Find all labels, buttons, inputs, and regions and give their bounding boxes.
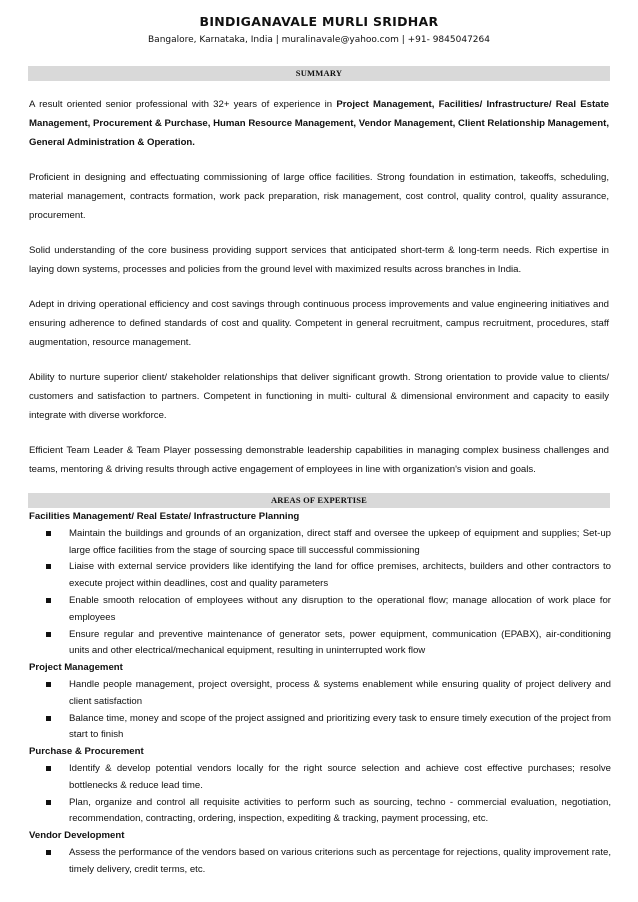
square-bullet-icon [46, 564, 51, 569]
square-bullet-icon [46, 716, 51, 721]
list-item [29, 593, 611, 627]
summary-paragraph-6: Efficient Team Leader & Team Player possessing demonstrable leadership capabilities in managing complex business challenges and teams, mentoring & driving results through active engagement of employees in line with organization's vision and goals. [29, 445, 609, 475]
summary-paragraph-3: Solid understanding of the core business providing support services that anticipated short-term & long-term needs. Rich expertise in laying down systems, processes and policies from the ground level with maximized results across branches in India. [29, 245, 609, 275]
bullet-text: Ensure regular and preventive maintenance of generator sets, power equipment, communication (EPABX), air-conditioning units and other electrical/mechanical equipment, resulting in uninterrupted work flow [69, 628, 611, 657]
square-bullet-icon [46, 766, 51, 771]
list-item [29, 526, 611, 560]
bullet-text: Maintain the buildings and grounds of an organization, direct staff and oversee the upkeep of equipment and supplies; Set-up large office facilities from the stage of sourcing space till successful commissioning [69, 527, 611, 556]
expertise-section-title: Project Management [29, 662, 123, 674]
expertise-section [29, 509, 611, 879]
bullet-list [29, 526, 611, 660]
expertise-section-title: Purchase & Procurement [29, 746, 144, 758]
bullet-text: Liaise with external service providers like identifying the land for office premises, architects, builders and other contractors to execute project within deadlines, cost and quality parameters [69, 561, 611, 590]
square-bullet-icon [46, 800, 51, 805]
bullet-list [29, 677, 611, 744]
expertise-section-title: Facilities Management/ Real Estate/ Infrastructure Planning [29, 511, 300, 522]
list-item [29, 677, 611, 711]
bullet-text: Assess the performance of the vendors based on various criterions such as percentage for rejections, quality improvement rate, timely delivery, credit terms, etc. [69, 846, 611, 875]
summary-paragraph-1 [29, 95, 609, 152]
bullet-text: Balance time, money and scope of the project assigned and prioritizing every task to ensure timely execution of the project from start to finish [69, 712, 611, 741]
bullet-text: Identify & develop potential vendors locally for the right source selection and achieve cost effective purchases; resolve bottlenecks & reduce lead time. [69, 762, 611, 791]
bullet-text: Handle people management, project oversight, process & systems enablement while ensuring quality of project delivery and client satisfaction [69, 678, 611, 707]
summary-heading: SUMMARY [28, 66, 610, 81]
list-item [29, 559, 611, 593]
summary-paragraph-5: Ability to nurture superior client/ stakeholder relationships that deliver significant growth. Strong orientation to provide value to clients/ customers and satisfaction to partners. Competent in functioning in multi- cultural & dimensional environment and capacity to easily integrate with diverse workforce. [29, 372, 609, 421]
candidate-name: BINDIGANAVALE MURLI SRIDHAR [199, 14, 439, 29]
list-item [29, 761, 611, 795]
square-bullet-icon [46, 632, 51, 637]
bullet-text: Enable smooth relocation of employees without any disruption to the operational flow; manage allocation of work place for employees [69, 594, 611, 623]
summary-text: A result oriented senior professional with 32+ years of experience in [29, 99, 337, 110]
list-item [29, 711, 611, 745]
square-bullet-icon [46, 850, 51, 855]
square-bullet-icon [46, 531, 51, 536]
list-item [29, 845, 611, 879]
square-bullet-icon [46, 682, 51, 687]
expertise-heading: AREAS OF EXPERTISE [28, 493, 610, 508]
list-item [29, 627, 611, 661]
expertise-section-title: Vendor Development [29, 830, 125, 842]
summary-key-areas: Project Management, Facilities/ Infrastructure/ Real Estate Management, Procurement & Purchase, Human Resource Management, Vendor Management, Client Relationship Management, General Administration & Operation. [29, 99, 610, 148]
bullet-list [29, 761, 611, 828]
summary-paragraph-4: Adept in driving operational efficiency and cost savings through continuous process improvements and value engineering initiatives and ensuring adherence to defined standards of cost and quality. Competent in general recruitment, campus recruitment, procedures, staff augmentation, resource management. [29, 299, 609, 348]
summary-paragraph-2: Proficient in designing and effectuating commissioning of large office facilities. Strong foundation in estimation, takeoffs, scheduling, material management, contracts formation, work pack preparation, risk management, cost control, quality control, quality assurance, procurement. [29, 172, 609, 221]
list-item [29, 795, 611, 829]
square-bullet-icon [46, 598, 51, 603]
bullet-text: Plan, organize and control all requisite activities to perform such as sourcing, techno - commercial evaluation, negotiation, recommendation, contracting, ordering, inspection, expediting & tracking, payment processing, etc. [69, 796, 611, 825]
contact-line: Bangalore, Karnataka, India | muralinavale@yahoo.com | +91- 9845047264 [148, 35, 490, 45]
summary-section [29, 95, 609, 495]
bullet-list [29, 845, 611, 879]
